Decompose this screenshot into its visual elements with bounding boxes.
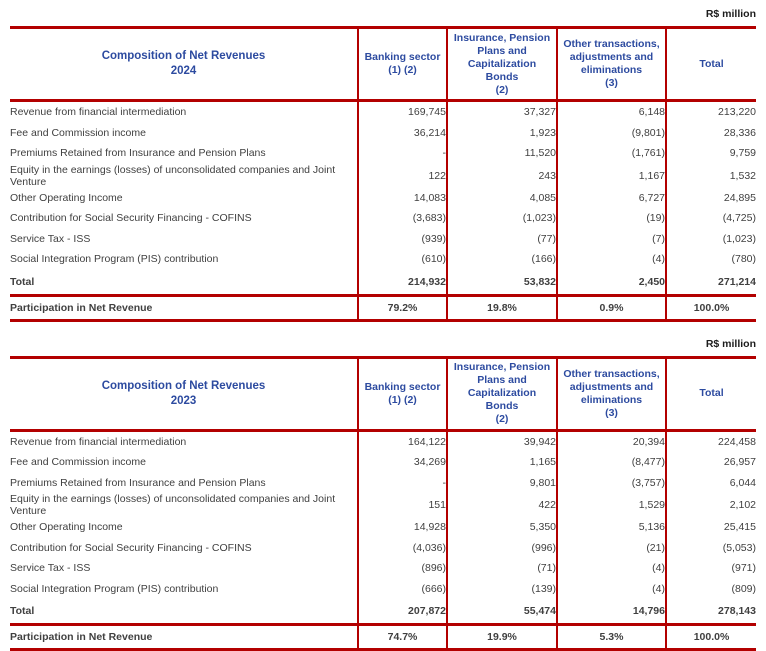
value-cell: 122 [358,164,447,188]
value-cell: 1,923 [447,123,557,144]
row-label: Premiums Retained from Insurance and Pension Plans [10,473,358,494]
value-cell: 26,957 [666,452,756,473]
table-row [10,538,756,559]
value-cell: (4) [557,558,666,579]
value-cell: (4) [557,249,666,270]
value-cell: 74.7% [358,625,447,650]
table-row [10,123,756,144]
column-header-line: eliminations [560,64,663,77]
value-cell: (3,757) [557,473,666,494]
value-cell: (1,023) [447,208,557,229]
value-cell: (971) [666,558,756,579]
column-header-line: Plans and Capitalization [450,45,554,71]
table-title [10,28,358,101]
row-label: Participation in Net Revenue [10,625,358,650]
column-header-line: Total [669,58,754,71]
value-cell: (8,477) [557,452,666,473]
row-label: Service Tax - ISS [10,558,358,579]
unit-label: R$ million [10,322,757,356]
table-title [10,357,358,430]
total-row [10,599,756,625]
value-cell: 9,759 [666,143,756,164]
column-header-line: Total [669,387,754,400]
value-cell: (5,053) [666,538,756,559]
row-label: Fee and Commission income [10,123,358,144]
table-row [10,473,756,494]
value-cell: 2,102 [666,493,756,517]
table-row [10,430,756,452]
row-label: Equity in the earnings (losses) of unconsolidated companies and Joint Venture [10,164,358,188]
value-cell: 14,928 [358,517,447,538]
header-row [10,357,756,430]
participation-row [10,295,756,320]
value-cell: (3,683) [358,208,447,229]
value-cell: 24,895 [666,188,756,209]
value-cell: (4,725) [666,208,756,229]
column-header-line: Plans and Capitalization [450,374,554,400]
value-cell: 53,832 [447,270,557,296]
value-cell: 14,083 [358,188,447,209]
value-cell: 19.8% [447,295,557,320]
value-cell: 5.3% [557,625,666,650]
value-cell: 100.0% [666,625,756,650]
table-row [10,249,756,270]
value-cell: 19.9% [447,625,557,650]
value-cell: (1,023) [666,229,756,250]
value-cell: 14,796 [557,599,666,625]
value-cell: (4) [557,579,666,600]
table-row [10,188,756,209]
value-cell: (939) [358,229,447,250]
column-header-line: (2) [450,84,554,97]
value-cell: 9,801 [447,473,557,494]
table-row [10,558,756,579]
table-title-year: 2023 [12,394,355,409]
row-label: Service Tax - ISS [10,229,358,250]
value-cell: 2,450 [557,270,666,296]
table-row [10,579,756,600]
value-cell: 20,394 [557,430,666,452]
column-header-line: Other transactions, [560,368,663,381]
row-label: Participation in Net Revenue [10,295,358,320]
value-cell: - [358,473,447,494]
row-label: Contribution for Social Security Financing - COFINS [10,208,358,229]
table-row [10,493,756,517]
net-revenues-table-2023 [10,356,756,651]
column-header-banking-sector [358,357,447,430]
column-header-line: Banking sector [361,51,444,64]
column-header-line: Banking sector [361,381,444,394]
row-label: Social Integration Program (PIS) contribution [10,249,358,270]
column-header-other-transactions [557,28,666,101]
value-cell: 214,932 [358,270,447,296]
net-revenues-table-2024 [10,26,756,322]
value-cell: (7) [557,229,666,250]
column-header-line: eliminations [560,394,663,407]
value-cell: (610) [358,249,447,270]
value-cell: 55,474 [447,599,557,625]
value-cell: 213,220 [666,101,756,123]
value-cell: 36,214 [358,123,447,144]
value-cell: 422 [447,493,557,517]
value-cell: (666) [358,579,447,600]
column-header-banking-sector [358,28,447,101]
value-cell: 224,458 [666,430,756,452]
value-cell: 271,214 [666,270,756,296]
value-cell: (1,761) [557,143,666,164]
value-cell: 6,727 [557,188,666,209]
value-cell: 1,529 [557,493,666,517]
table-row [10,229,756,250]
column-header-insurance-pension [447,357,557,430]
value-cell: 5,136 [557,517,666,538]
column-header-insurance-pension [447,28,557,101]
value-cell: 207,872 [358,599,447,625]
column-header-line: Bonds [450,71,554,84]
value-cell: (780) [666,249,756,270]
column-header-line: Insurance, Pension [450,32,554,45]
value-cell: (166) [447,249,557,270]
column-header-total [666,357,756,430]
value-cell: 243 [447,164,557,188]
row-label: Premiums Retained from Insurance and Pension Plans [10,143,358,164]
row-label: Revenue from financial intermediation [10,430,358,452]
value-cell: 37,327 [447,101,557,123]
value-cell: 1,165 [447,452,557,473]
value-cell: 151 [358,493,447,517]
value-cell: 34,269 [358,452,447,473]
row-label: Other Operating Income [10,517,358,538]
value-cell: 1,167 [557,164,666,188]
column-header-line: adjustments and [560,51,663,64]
row-label: Total [10,599,358,625]
table-title-line1: Composition of Net Revenues [12,379,355,394]
row-label: Revenue from financial intermediation [10,101,358,123]
value-cell: - [358,143,447,164]
value-cell: 4,085 [447,188,557,209]
column-header-line: (3) [560,77,663,90]
value-cell: (4,036) [358,538,447,559]
row-label: Total [10,270,358,296]
table-title-year: 2024 [12,64,355,79]
column-header-line: (2) [450,413,554,426]
value-cell: 169,745 [358,101,447,123]
value-cell: 25,415 [666,517,756,538]
value-cell: 39,942 [447,430,557,452]
value-cell: 100.0% [666,295,756,320]
value-cell: 1,532 [666,164,756,188]
value-cell: (21) [557,538,666,559]
row-label: Contribution for Social Security Financing - COFINS [10,538,358,559]
value-cell: 6,044 [666,473,756,494]
total-row [10,270,756,296]
value-cell: 278,143 [666,599,756,625]
table-row [10,143,756,164]
table-row [10,101,756,123]
table-row [10,517,756,538]
value-cell: (809) [666,579,756,600]
table-title-line1: Composition of Net Revenues [12,49,355,64]
column-header-line: (1) (2) [361,64,444,77]
value-cell: 0.9% [557,295,666,320]
column-header-line: (1) (2) [361,394,444,407]
column-header-line: (3) [560,407,663,420]
participation-row [10,625,756,650]
table-row [10,164,756,188]
column-header-other-transactions [557,357,666,430]
column-header-line: Insurance, Pension [450,361,554,374]
row-label: Fee and Commission income [10,452,358,473]
header-row [10,28,756,101]
column-header-line: Bonds [450,400,554,413]
value-cell: 79.2% [358,295,447,320]
value-cell: (77) [447,229,557,250]
value-cell: (71) [447,558,557,579]
value-cell: (19) [557,208,666,229]
row-label: Equity in the earnings (losses) of unconsolidated companies and Joint Venture [10,493,358,517]
row-label: Social Integration Program (PIS) contribution [10,579,358,600]
unit-label: R$ million [10,2,757,26]
value-cell: 11,520 [447,143,557,164]
column-header-line: adjustments and [560,381,663,394]
table-row [10,208,756,229]
column-header-total [666,28,756,101]
value-cell: (9,801) [557,123,666,144]
value-cell: 164,122 [358,430,447,452]
value-cell: (996) [447,538,557,559]
value-cell: 6,148 [557,101,666,123]
value-cell: 28,336 [666,123,756,144]
value-cell: (139) [447,579,557,600]
table-row [10,452,756,473]
row-label: Other Operating Income [10,188,358,209]
value-cell: (896) [358,558,447,579]
value-cell: 5,350 [447,517,557,538]
column-header-line: Other transactions, [560,38,663,51]
